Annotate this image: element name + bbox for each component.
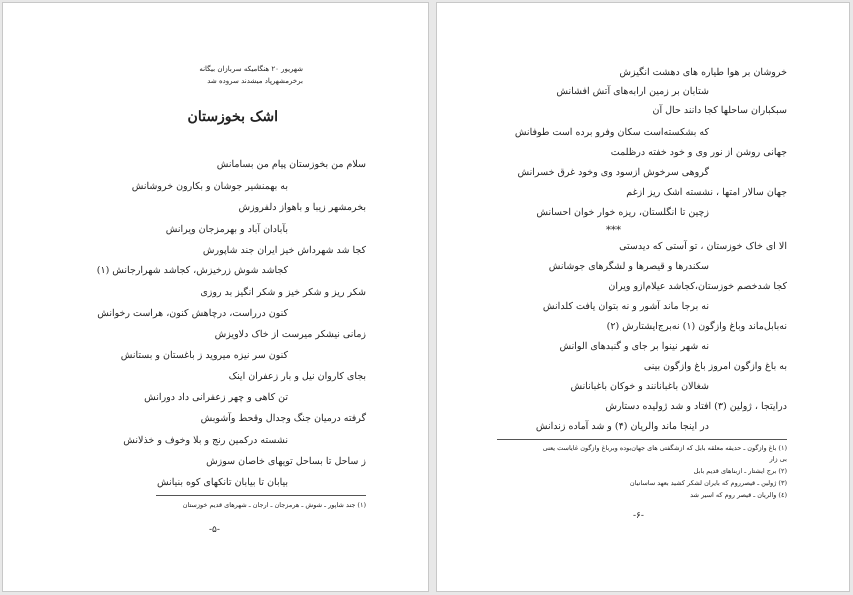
poem-line: بجای کاروان نیل و بار زعفران اینک xyxy=(228,371,366,382)
poem-heading-line-2: برخرمشهرپاد میشدند سروده شد xyxy=(207,77,303,85)
footnote-rule xyxy=(156,495,366,496)
poem-line: بآبادان آباد و بهرمزجان ویرانش xyxy=(165,224,288,235)
poem-title: اشک بخوزستان xyxy=(187,109,278,125)
poem-line: گرفته درمیان جنگ وجدال وقحط وآشوبش xyxy=(200,413,366,424)
footnote: (۱) باغ وازگون ـ حدیقه معلقه بابل که ازشگفتی های جهان‌بوده وبرباغ وازگون غایاست یعنی xyxy=(542,444,787,452)
poem-line: خروشان بر هوا طیاره های دهشت انگیزش xyxy=(619,67,787,78)
poem-line: نشسته درکمین رنج و بلا وخوف و خذلانش xyxy=(123,435,288,446)
poem-line: ز ساحل تا بساحل تویهای خاصان سوزش xyxy=(206,456,366,467)
poem-line: سلام من بخوزستان پیام من بسامانش xyxy=(216,159,366,170)
poem-line: نه شهر نینوا بر جای و گنبدهای الوانش xyxy=(559,341,709,352)
poem-line: شتابان بر زمین ارابه‌های آتش افشانش xyxy=(556,86,709,97)
poem-line: بخرمشهر زیبا و باهواز دلفروزش xyxy=(238,202,366,213)
poem-line: شغالان باغبانانند و خوکان باغبانانش xyxy=(570,381,709,392)
poem-line: شکر ریز و شکر خیز و شکر انگیز بد روزی xyxy=(200,287,366,298)
footnote: (۱) جند شاپور ـ شوش ـ هرمزجان ـ ارجان ـ شهرهای قدیم خوزستان xyxy=(182,501,366,509)
poem-line: سکندرها و قیصرها و لشگرهای جوشانش xyxy=(548,261,709,272)
poem-line: تن کاهی و چهر زعفرانی داد دورانش xyxy=(144,392,288,403)
page-number: -۵- xyxy=(209,525,220,535)
poem-line: جهان سالار امتها ، نشسته اشک ریز ازغم xyxy=(626,187,787,198)
poem-line: که بشکسته‌است سکان وفرو برده است طوفانش xyxy=(514,127,709,138)
section-divider-stars: *** xyxy=(606,225,621,236)
footnote-rule xyxy=(497,439,787,440)
poem-line: کجا شدخصم خوزستان،کجاشد عیلام‌ازو ویران xyxy=(608,281,787,292)
poem-line: به باغ وازگون امروز باغ وازگون بینی xyxy=(643,361,787,372)
poem-line: کجا شد شهرداش خیز ایران جند شاپورش xyxy=(202,245,366,256)
page-left xyxy=(2,2,429,592)
poem-line: به بهمنشیر جوشان و بکارون خروشانش xyxy=(131,181,288,192)
poem-line: نه‌بابل‌ماند وباغ وازگون (۱) نه‌برج‌ایشتارش (۲) xyxy=(606,321,787,332)
page-right xyxy=(436,2,850,592)
poem-line: الا ای خاک خوزستان ، تو آستی که دیدستی xyxy=(619,241,787,252)
poem-line: بیابان تا بیابان تانکهای کوه بنیانش xyxy=(156,477,288,488)
page-number: -۶- xyxy=(633,511,644,521)
poem-line: نه برجا ماند آشور و نه بتوان یافت کلدانش xyxy=(542,301,709,312)
footnote: (۳) ژولین ـ قیصرروم که بایران لشکر کشید بعهد ساسانیان xyxy=(629,479,787,487)
poem-line: درایتجا ، ژولین (۳) افتاد و شد ژولیده دستارش xyxy=(605,401,787,412)
poem-line: کنون درراست، درچاهش کنون، هراست رخوانش xyxy=(97,308,288,319)
footnote: بی زار xyxy=(769,455,787,463)
poem-line: کنون سر نیزه میروید ز باغستان و بستانش xyxy=(120,350,288,361)
poem-line: در اینجا ماند والریان (۴) و شد آماده زندانش xyxy=(535,421,709,432)
poem-heading-line-1: شهریور ۲۰ هنگامیکه سربازان بیگانه xyxy=(199,65,303,73)
poem-line: گروهی سرخوش ازسود وی وخود غرق خسرانش xyxy=(517,167,709,178)
footnote: (۲) برج ایشتار ـ ازبناهای قدیم بابل xyxy=(693,467,787,475)
footnote: (٤) والریان ـ قیصر روم که اسیر شد xyxy=(690,491,787,499)
poem-line: سبکباران ساحلها کجا دانند حال آن xyxy=(652,105,787,116)
poem-line: زچین تا انگلستان، ریزه خوار خوان احسانش xyxy=(536,207,709,218)
poem-line: زمانی نیشکر میرست از خاک دلاویزش xyxy=(214,329,366,340)
poem-line: کجاشد شوش زرخیزش، کجاشد شهرارجانش (۱) xyxy=(96,265,288,276)
poem-line: جهانی روشن از نور وی و خود خفته درظلمت xyxy=(610,147,787,158)
